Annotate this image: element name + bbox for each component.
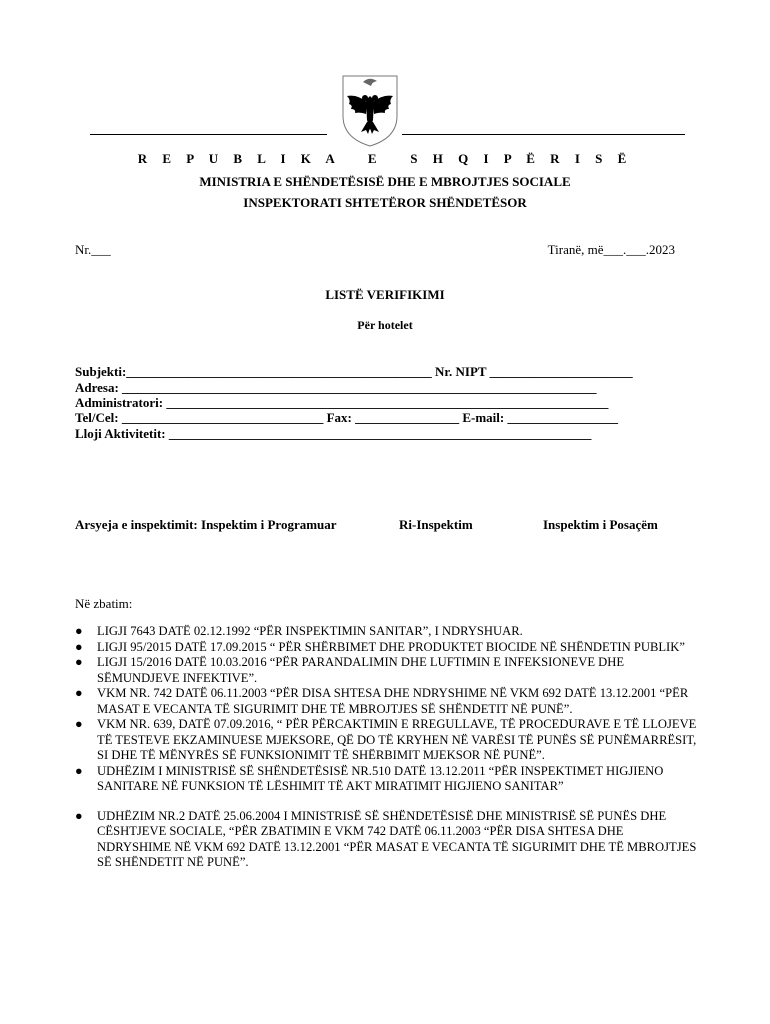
administrator-field[interactable]: Administratori: ____________________________________________________________________: [75, 395, 609, 410]
albanian-eagle-emblem-icon: [339, 72, 401, 148]
contact-field[interactable]: Tel/Cel: _______________________________ Fax: ________________ E-mail: _________________: [75, 410, 618, 425]
bullet-icon: ●: [75, 808, 83, 823]
document-number: Nr.___: [75, 242, 111, 257]
list-item: ● LIGJI 95/2015 DATË 17.09.2015 “ PËR SHËRBIMET DHE PRODUKTET BIOCIDE NË SHËNDETIN PUBLIK”: [75, 639, 685, 654]
list-item: ● UDHËZIM NR.2 DATË 25.06.2004 I MINISTRISË SË SHËNDETËSISË DHE MINISTRISË SË PUNËS DHE CËSHTJEVE SOCIALE, “PËR ZBATIMIN E VKM 742 DATË 06.11.2003 “PËR DISA SHTESA DHE NDRYSHIME NË VKM 692 DATË 13.12.2001 “PËR MASAT E VECANTA TË SIGURIMIT DHE TË MBROJTJES SË SHËNDETIT NË PUNË”.: [75, 808, 697, 869]
country-heading: R E P U B L I K A E S H Q I P Ë R I S Ë: [137, 151, 633, 166]
list-item: ● VKM NR. 639, DATË 07.09.2016, “ PËR PËRCAKTIMIN E RREGULLAVE, TË PROCEDURAVE E TË LLOJEVE TË TESTEVE EKZAMINUESE MJEKSORE, QË DO TË KRYHEN NË VARËSI TË PUNËS SË PUNËMARRËSIT, SI DHE TË MËNYRËS SË FUNKSIONIMIT TË SHËRBIMIT MJEKSOR NË PUNË”.: [75, 717, 697, 762]
document-title: LISTË VERIFIKIMI: [325, 287, 445, 302]
reinspection-option[interactable]: Ri-Inspektim: [399, 517, 473, 532]
list-item: ● UDHËZIM I MINISTRISË SË SHËNDETËSISË NR.510 DATË 13.12.2011 “PËR INSPEKTIMET HIGJIENO SANITARE NË FUNKSION TË LËSHIMIT TË AKT MIRATIMIT HIGJIENO SANITAR”: [75, 763, 664, 793]
bullet-icon: ●: [75, 763, 83, 778]
activity-type-field[interactable]: Lloji Aktivitetit: _________________________________________________________________: [75, 426, 592, 441]
ministry-heading: MINISTRIA E SHËNDETËSISË DHE E MBROJTJES SOCIALE: [199, 174, 571, 189]
list-item: ● LIGJI 7643 DATË 02.12.1992 “PËR INSPEKTIMIN SANITAR”, I NDRYSHUAR.: [75, 624, 523, 638]
header-rule-left: [90, 134, 327, 135]
bullet-icon: ●: [75, 639, 83, 654]
bullet-icon: ●: [75, 655, 83, 669]
bullet-icon: ●: [75, 717, 83, 731]
address-field[interactable]: Adresa: _________________________________________________________________________: [75, 380, 597, 395]
subject-nipt-field[interactable]: Subjekti:_______________________________________________ Nr. NIPT ______________________: [75, 364, 633, 379]
legal-basis-list: [75, 624, 700, 871]
bullet-icon: ●: [75, 686, 83, 700]
list-item: ● VKM NR. 742 DATË 06.11.2003 “PËR DISA SHTESA DHE NDRYSHIME NË VKM 692 DATË 13.12.2001 “PËR MASAT E VECANTA TË SIGURIMIT DHE TË MBROJTJES SË SHËNDETIT NË PUNË”.: [75, 686, 689, 716]
place-date: Tiranë, më___.___.2023: [547, 242, 675, 257]
document-subtitle: Për hotelet: [357, 318, 413, 332]
header-rule-right: [402, 134, 685, 135]
legal-basis-intro: Në zbatim:: [75, 596, 133, 611]
inspectorate-heading: INSPEKTORATI SHTETËROR SHËNDETËSOR: [243, 195, 527, 210]
special-inspection-option[interactable]: Inspektim i Posaçëm: [543, 517, 658, 532]
list-item: ● LIGJI 15/2016 DATË 10.03.2016 “PËR PARANDALIMIN DHE LUFTIMIN E INFEKSIONEVE DHE SËMUNDJEVE INFEKTIVE”.: [75, 655, 625, 685]
inspection-reason-label: Arsyeja e inspektimit: Inspektim i Programuar: [75, 517, 337, 532]
bullet-icon: ●: [75, 624, 83, 638]
